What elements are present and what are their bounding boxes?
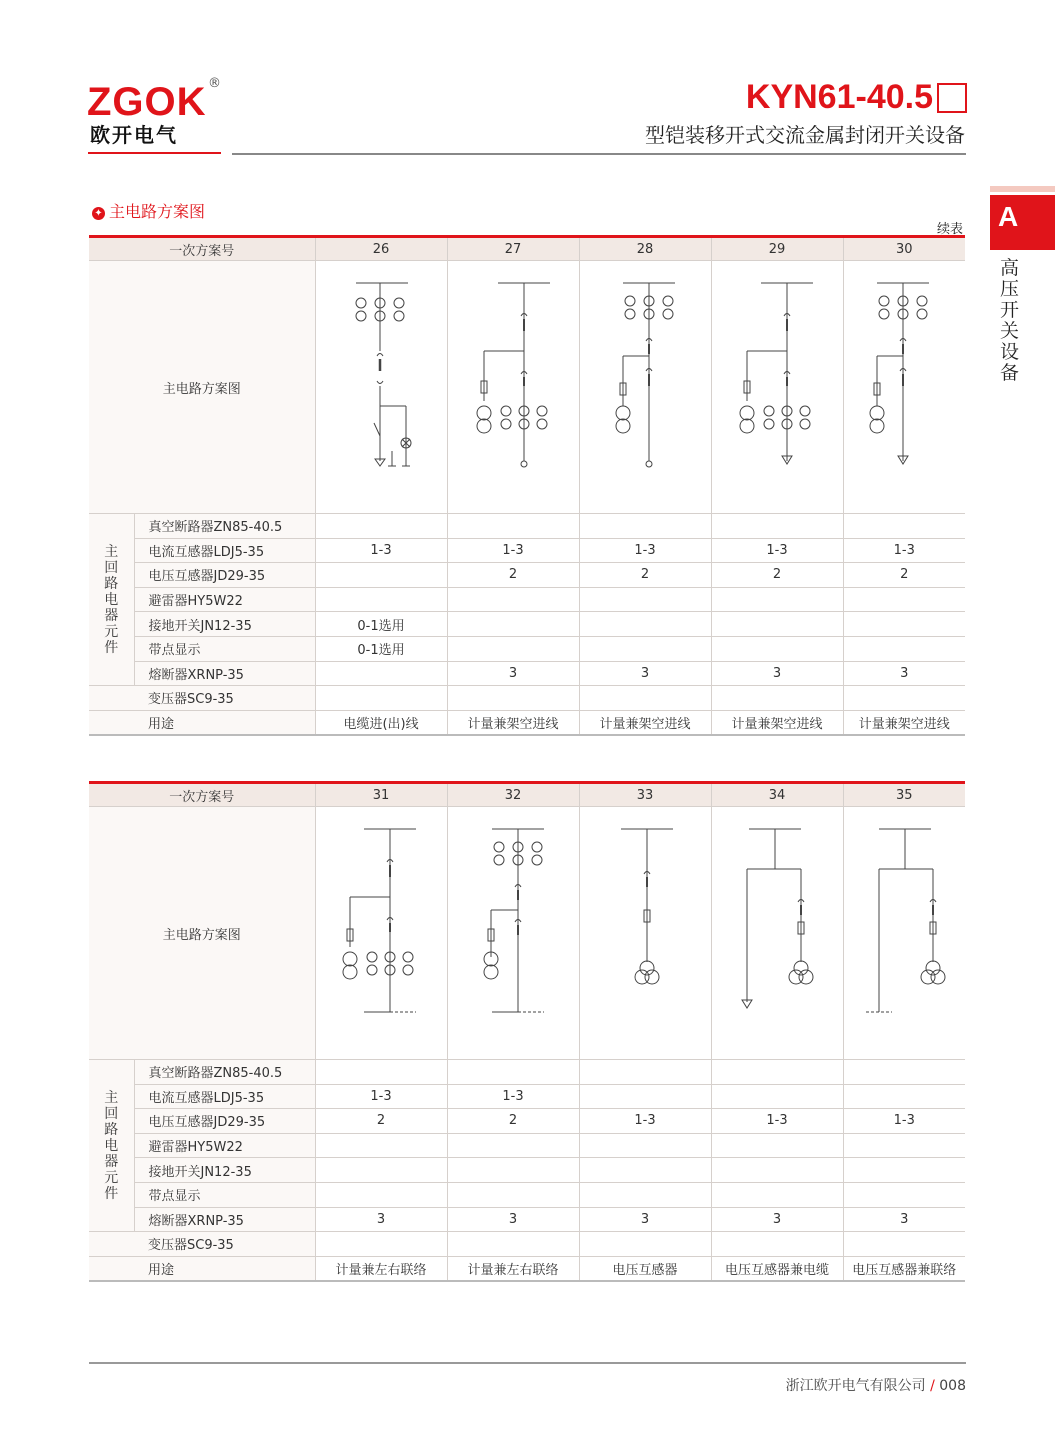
section-title-text: 主电路方案图 [109, 202, 206, 221]
cell-value: 2 [315, 1109, 447, 1134]
scheme-number: 33 [579, 783, 711, 807]
component-group-label: 主回路电器元件 [89, 1060, 134, 1232]
cell-value [447, 587, 579, 612]
registered-mark: ® [208, 76, 221, 91]
usage-label: 用途 [134, 1256, 315, 1281]
circuit-diagram-31 [316, 807, 447, 1059]
usage-value: 电压互感器兼电缆 [711, 1256, 843, 1281]
cell-value [711, 686, 843, 711]
scheme-table-2 [89, 781, 965, 1282]
cell-value: 1-3 [315, 1084, 447, 1109]
cell-value [315, 1232, 447, 1257]
cell-value [843, 686, 965, 711]
diagram-label: 主电路方案图 [89, 261, 315, 514]
scheme-number: 35 [843, 783, 965, 807]
continued-label: 续表 [937, 222, 964, 237]
model-title [746, 78, 967, 117]
cell-value [843, 1084, 965, 1109]
cell-value: 2 [843, 563, 965, 588]
usage-value: 计量兼左右联络 [447, 1256, 579, 1281]
usage-value: 电压互感器兼联络 [843, 1256, 965, 1281]
scheme-number: 28 [579, 237, 711, 261]
component-name: 熔断器XRNP-35 [134, 661, 315, 686]
cell-value [447, 1182, 579, 1207]
circuit-diagram-32 [448, 807, 579, 1059]
cell-value: 2 [447, 563, 579, 588]
footer-divider [89, 1362, 966, 1364]
scheme-number: 30 [843, 237, 965, 261]
circuit-diagram-35 [844, 807, 965, 1059]
diagram-cell [843, 261, 965, 514]
circuit-diagram-34 [712, 807, 843, 1059]
model-code: KYN61-40.5 [745, 78, 933, 116]
cell-value [315, 563, 447, 588]
header-row [89, 783, 965, 807]
circuit-diagram-33 [580, 807, 711, 1059]
cell-value: 1-3 [843, 538, 965, 563]
cell-value [315, 1060, 447, 1085]
scheme-number: 29 [711, 237, 843, 261]
scheme-number: 26 [315, 237, 447, 261]
diagram-cell [447, 261, 579, 514]
circuit-diagram-30 [844, 261, 965, 513]
header-row [89, 237, 965, 261]
cell-value: 1-3 [711, 1109, 843, 1134]
component-name: 真空断路器ZN85-40.5 [134, 1060, 315, 1085]
cell-value: 1-3 [843, 1109, 965, 1134]
logo-chinese-name: 欧开电气 [90, 123, 178, 147]
side-tab-accent [990, 186, 1055, 192]
cell-value: 1-3 [447, 1084, 579, 1109]
cell-value: 1-3 [447, 538, 579, 563]
cell-value [711, 636, 843, 661]
cell-value [843, 587, 965, 612]
logo-wordmark: ZGOK [87, 80, 207, 124]
cell-value: 1-3 [579, 538, 711, 563]
cell-value: 3 [843, 1207, 965, 1232]
cell-value: 3 [447, 1207, 579, 1232]
cell-value: 3 [711, 661, 843, 686]
usage-value: 计量兼架空进线 [843, 710, 965, 735]
scheme-number: 32 [447, 783, 579, 807]
cell-value [843, 1232, 965, 1257]
diagram-cell [315, 807, 447, 1060]
diagram-cell [579, 261, 711, 514]
cell-value [711, 1232, 843, 1257]
component-name: 电流互感器LDJ5-35 [134, 538, 315, 563]
diagram-row [89, 807, 965, 1060]
cell-value [315, 686, 447, 711]
usage-value: 电压互感器 [579, 1256, 711, 1281]
component-name: 避雷器HY5W22 [134, 587, 315, 612]
side-tab-letter: A [998, 201, 1019, 232]
cell-value [579, 1232, 711, 1257]
transformer-label: 变压器SC9-35 [134, 686, 315, 711]
side-tab [990, 195, 1055, 250]
component-name: 电流互感器LDJ5-35 [134, 1084, 315, 1109]
diagram-cell [711, 807, 843, 1060]
cell-value [711, 1084, 843, 1109]
cell-value [579, 636, 711, 661]
component-name: 电压互感器JD29-35 [134, 563, 315, 588]
cell-value [447, 612, 579, 637]
scheme-number: 27 [447, 237, 579, 261]
cell-value [711, 1133, 843, 1158]
component-name: 电压互感器JD29-35 [134, 1109, 315, 1134]
cell-value [447, 1158, 579, 1183]
diagram-cell [843, 807, 965, 1060]
cell-value [579, 686, 711, 711]
diagram-label: 主电路方案图 [89, 807, 315, 1060]
cell-value [843, 514, 965, 539]
component-name: 熔断器XRNP-35 [134, 1207, 315, 1232]
cell-value [579, 587, 711, 612]
cell-value [579, 1158, 711, 1183]
component-group-label: 主回路电器元件 [89, 514, 134, 686]
product-subtitle: 型铠装移开式交流金属封闭开关设备 [645, 123, 965, 147]
cell-value [447, 1060, 579, 1085]
cell-value: 1-3 [711, 538, 843, 563]
usage-value: 电缆进(出)线 [315, 710, 447, 735]
cell-value [579, 612, 711, 637]
cell-value [843, 1158, 965, 1183]
cell-value [843, 1060, 965, 1085]
cell-value: 2 [711, 563, 843, 588]
cell-value [579, 1182, 711, 1207]
cell-value [315, 661, 447, 686]
cell-value [579, 1084, 711, 1109]
usage-value: 计量兼左右联络 [315, 1256, 447, 1281]
cell-value [711, 1158, 843, 1183]
cell-value: 0-1选用 [315, 636, 447, 661]
diagram-row [89, 261, 965, 514]
cell-value: 2 [447, 1109, 579, 1134]
diagram-cell [711, 261, 843, 514]
circuit-diagram-28 [580, 261, 711, 513]
cell-value [579, 1060, 711, 1085]
page-number: 008 [939, 1378, 966, 1394]
cell-value [711, 1182, 843, 1207]
cell-value: 0-1选用 [315, 612, 447, 637]
circuit-diagram-26 [316, 261, 447, 513]
cell-value [711, 587, 843, 612]
usage-value: 计量兼架空进线 [579, 710, 711, 735]
section-title [92, 199, 205, 222]
footer-slash: / [930, 1378, 935, 1394]
cell-value: 3 [579, 1207, 711, 1232]
cell-value: 3 [579, 661, 711, 686]
cell-value [843, 1182, 965, 1207]
cell-value: 1-3 [315, 538, 447, 563]
cell-value [711, 1060, 843, 1085]
cell-value: 3 [447, 661, 579, 686]
cell-value [315, 514, 447, 539]
footer [786, 1375, 966, 1395]
cell-value [447, 636, 579, 661]
cell-value [579, 1133, 711, 1158]
scheme-number: 31 [315, 783, 447, 807]
model-variant-box [937, 83, 967, 113]
header-divider [232, 153, 966, 155]
component-name: 真空断路器ZN85-40.5 [134, 514, 315, 539]
diagram-cell [447, 807, 579, 1060]
cell-value [447, 1232, 579, 1257]
side-tab-text: 高压开关设备 [1000, 257, 1020, 384]
diagram-cell [315, 261, 447, 514]
cell-value: 1-3 [579, 1109, 711, 1134]
circuit-diagram-29 [712, 261, 843, 513]
component-name: 带点显示 [134, 1182, 315, 1207]
cell-value [579, 514, 711, 539]
diagram-cell [579, 807, 711, 1060]
cell-value [447, 1133, 579, 1158]
cell-value [843, 636, 965, 661]
cell-value: 3 [711, 1207, 843, 1232]
usage-label: 用途 [134, 710, 315, 735]
scheme-no-label: 一次方案号 [89, 783, 315, 807]
logo-underline [88, 152, 221, 154]
component-name: 接地开关JN12-35 [134, 1158, 315, 1183]
usage-value: 计量兼架空进线 [711, 710, 843, 735]
company-name: 浙江欧开电气有限公司 [785, 1378, 926, 1394]
circuit-diagram-27 [448, 261, 579, 513]
cell-value [447, 514, 579, 539]
cell-value: 3 [315, 1207, 447, 1232]
cell-value [315, 1158, 447, 1183]
cell-value [447, 686, 579, 711]
cell-value [315, 1133, 447, 1158]
usage-value: 计量兼架空进线 [447, 710, 579, 735]
cell-value [711, 612, 843, 637]
cell-value [315, 587, 447, 612]
cell-value [843, 612, 965, 637]
cell-value: 3 [843, 661, 965, 686]
component-name: 带点显示 [134, 636, 315, 661]
component-name: 接地开关JN12-35 [134, 612, 315, 637]
transformer-label: 变压器SC9-35 [134, 1232, 315, 1257]
cell-value: 2 [579, 563, 711, 588]
cell-value [843, 1133, 965, 1158]
component-name: 避雷器HY5W22 [134, 1133, 315, 1158]
cell-value [711, 514, 843, 539]
scheme-number: 34 [711, 783, 843, 807]
star-icon: ✦ [92, 207, 105, 220]
scheme-table-1 [89, 235, 965, 736]
scheme-no-label: 一次方案号 [89, 237, 315, 261]
cell-value [315, 1182, 447, 1207]
